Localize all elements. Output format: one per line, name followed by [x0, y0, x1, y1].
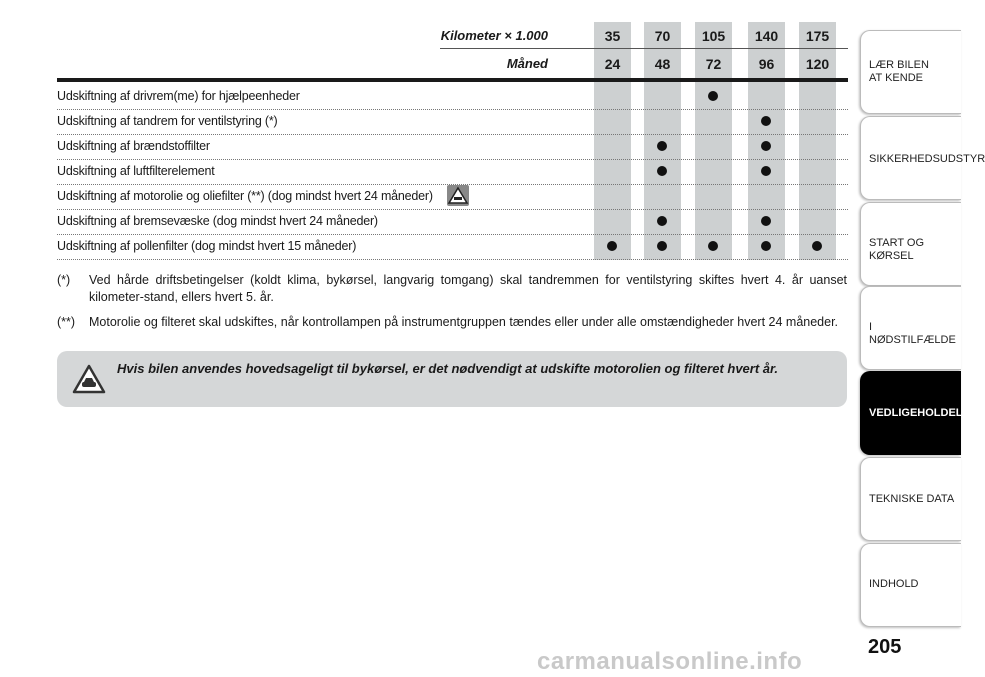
km-value: 105: [701, 28, 726, 44]
footnote-mark: (*): [57, 273, 71, 287]
schedule-dot: [708, 91, 718, 101]
schedule-dot: [761, 216, 771, 226]
km-value: 35: [604, 28, 621, 44]
footnote-2: [57, 314, 847, 332]
table-row: [57, 209, 848, 235]
row-label: Udskiftning af pollenfilter (dog mindst hvert 15 måneder): [57, 239, 357, 253]
header-divider: [440, 48, 848, 49]
month-value: 72: [705, 56, 722, 72]
watermark: carmanualsonline.info: [537, 648, 803, 675]
month-value: 96: [758, 56, 775, 72]
tab-label: TEKNISKE DATA: [869, 493, 955, 505]
tab-vedligeholdelse[interactable]: [860, 371, 978, 455]
row-label: Udskiftning af motorolie og oliefilter (**) (dog mindst hvert 24 måneder): [57, 189, 433, 203]
footnote-text: Ved hårde driftsbetingelser (koldt klima, bykørsel, langvarig tomgang) skal tandremmen for ventilstyring skiftes hvert 4. år uanset kilometer-stand, ellers hvert 5. år.: [89, 273, 847, 304]
month-header-row: [57, 52, 848, 78]
row-label: Udskiftning af luftfilterelement: [57, 164, 215, 178]
warning-triangle-icon: [72, 364, 106, 399]
tab-label: VEDLIGEHOLDELSE: [869, 407, 978, 419]
km-value: 140: [754, 28, 779, 44]
row-label: Udskiftning af drivrem(me) for hjælpeenheder: [57, 89, 300, 103]
tab-start-og-korsel[interactable]: [860, 202, 961, 286]
tab-sikkerhedsudstyr[interactable]: [860, 116, 985, 200]
month-value: 120: [805, 56, 830, 72]
month-label: Måned: [506, 56, 548, 71]
footnote-1: [57, 272, 847, 306]
schedule-dot: [812, 241, 822, 251]
schedule-dot: [761, 166, 771, 176]
schedule-dot: [761, 241, 771, 251]
table-row: [57, 134, 848, 160]
table-row: [57, 184, 848, 210]
table-row: [57, 109, 848, 135]
tab-label: SIKKERHEDSUDSTYR: [869, 153, 985, 165]
footnote-mark: (**): [57, 315, 76, 329]
tab-label: LÆR BILEN AT KENDE: [869, 59, 929, 84]
tab-label: I NØDSTILFÆLDE: [869, 321, 956, 346]
header-rule: [57, 78, 848, 82]
month-value: 48: [654, 56, 671, 72]
km-label: Kilometer × 1.000: [440, 28, 548, 43]
km-value: 70: [654, 28, 671, 44]
row-label: Udskiftning af tandrem for ventilstyring (*): [57, 114, 278, 128]
table-row: [57, 234, 848, 260]
tab-tekniske-data[interactable]: [860, 457, 961, 541]
table-row: [57, 159, 848, 185]
row-label: Udskiftning af brændstoffilter: [57, 139, 210, 153]
schedule-dot: [761, 141, 771, 151]
warning-text: Hvis bilen anvendes hovedsageligt til bykørsel, er det nødvendigt at udskifte motorolien og filteret hvert år.: [117, 361, 778, 376]
row-label: Udskiftning af bremsevæske (dog mindst hvert 24 måneder): [57, 214, 378, 228]
tab-indhold[interactable]: [860, 543, 961, 627]
schedule-dot: [761, 116, 771, 126]
tab-laer-bilen[interactable]: [860, 30, 961, 114]
tab-nodstilfaelde[interactable]: [860, 286, 961, 370]
warning-box: [57, 351, 847, 407]
schedule-dot: [657, 141, 667, 151]
footnote-text: Motorolie og filteret skal udskiftes, når kontrollampen på instrumentgruppen tændes eller under alle omstændigheder hvert 24 måneder.: [89, 315, 839, 329]
month-value: 24: [604, 56, 621, 72]
km-header-row: [57, 24, 848, 50]
schedule-dot: [708, 241, 718, 251]
page-number: 205: [868, 636, 902, 658]
schedule-dot: [607, 241, 617, 251]
table-row: [57, 84, 848, 110]
tab-label: INDHOLD: [869, 578, 919, 590]
schedule-dot: [657, 216, 667, 226]
schedule-dot: [657, 166, 667, 176]
schedule-dot: [657, 241, 667, 251]
tab-label: START OG KØRSEL: [869, 237, 925, 262]
km-value: 175: [805, 28, 830, 44]
warning-triangle-icon: [447, 185, 469, 206]
